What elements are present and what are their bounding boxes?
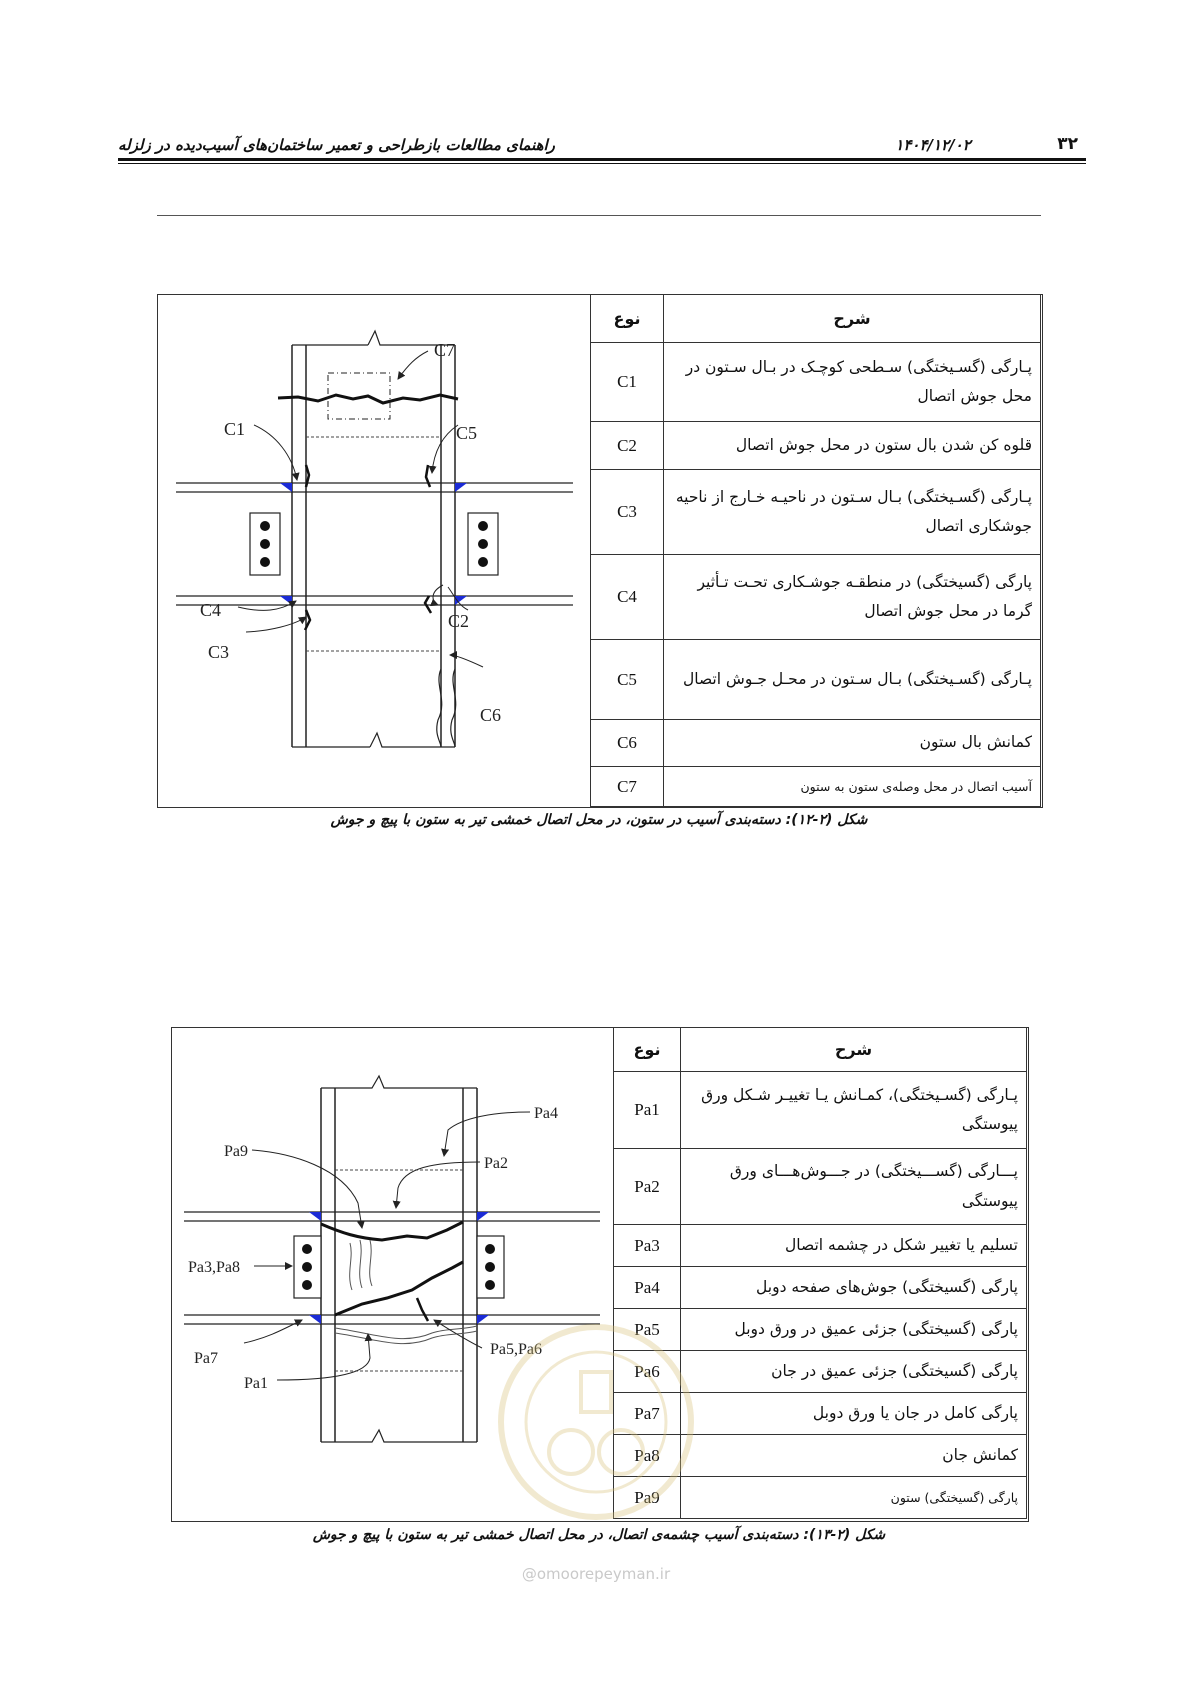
table-header-type: نوع [614,1028,681,1072]
figure-1-table [590,294,1041,807]
table-row [591,422,1041,470]
table-row [591,767,1041,807]
separator-line [157,215,1041,216]
header-rule [118,158,1086,161]
label-c6: C6 [480,705,502,725]
table-row [614,1267,1027,1309]
row-code: C6 [591,720,664,767]
row-code: Pa2 [614,1149,681,1225]
figure-1-caption: شکل (۲-۱۲): دسته‌بندی آسیب در ستون، در محل اتصال خمشی تیر به ستون با پیچ و جوش [330,812,868,828]
row-description: پـارگی (گسـیختگی) بـال سـتون در ناحیـه خـارج از ناحیه جوشکاری اتصال [664,470,1041,555]
label-pa3-pa8: Pa3,Pa8 [188,1259,240,1276]
row-code: Pa8 [614,1435,681,1477]
row-description: پارگی (گسیختگی) ستون [681,1477,1027,1519]
label-pa7: Pa7 [194,1350,218,1367]
page-number: ۳۲ [1057,134,1078,154]
table-row [591,343,1041,422]
table-header-description: شرح [664,295,1041,343]
row-description: قلوه کن شدن بال ستون در محل جوش اتصال [664,422,1041,470]
row-code: Pa6 [614,1351,681,1393]
row-description: پـارگی (گسـیختگی) سـطحی کوچـک در بـال سـتون در محل جوش اتصال [664,343,1041,422]
watermark-seal-icon [486,1312,706,1532]
row-description: تسلیم یا تغییر شکل در چشمه اتصال [681,1225,1027,1267]
row-description: پـارگی (گسـیختگی) بـال سـتون در محـل جـوش اتصال [664,640,1041,720]
table-row [614,1149,1027,1225]
row-code: Pa9 [614,1477,681,1519]
table-row [614,1225,1027,1267]
row-code: Pa4 [614,1267,681,1309]
row-code: C2 [591,422,664,470]
label-pa9: Pa9 [224,1143,248,1160]
row-description: آسیب اتصال در محل وصله‌ی ستون به ستون [664,767,1041,807]
row-code: C1 [591,343,664,422]
table-header-description: شرح [681,1028,1027,1072]
label-c5: C5 [456,423,478,443]
row-code: C7 [591,767,664,807]
row-description: پـــارگی (گســـیختگی) در جـــوش‌هـــای ورق پیوستگی [681,1149,1027,1225]
column-damage-diagram [158,295,588,807]
label-c2: C2 [448,611,470,631]
row-code: Pa7 [614,1393,681,1435]
row-code: Pa1 [614,1072,681,1149]
label-c1: C1 [224,419,246,439]
label-pa2: Pa2 [484,1155,508,1172]
label-c4: C4 [200,600,222,620]
row-description: پارگی (گسیختگی) جزئی عمیق در ورق دوبل [681,1309,1027,1351]
table-header-type: نوع [591,295,664,343]
header-rule-thin [118,163,1086,164]
table-row [591,470,1041,555]
label-pa5-pa6: Pa5,Pa6 [490,1341,542,1358]
table-row [591,720,1041,767]
row-description: کمانش جان [681,1435,1027,1477]
page-header [118,128,1086,158]
header-title: راهنمای مطالعات بازطراحی و تعمیر ساختمان‌های آسیب‌دیده در زلزله [118,136,555,154]
table-row [591,640,1041,720]
watermark-text: @omoorepeyman.ir [521,1565,671,1583]
label-c7: C7 [434,340,456,360]
row-code: C5 [591,640,664,720]
header-date: ۱۴۰۴/۱۲/۰۲ [895,136,971,154]
row-code: Pa3 [614,1225,681,1267]
row-description: پـارگی (گسـیختگی)، کمـانش یـا تغییـر شـکل ورق پیوستگی [681,1072,1027,1149]
label-c3: C3 [208,642,230,662]
table-row [591,555,1041,640]
table-row [614,1072,1027,1149]
row-description: کمانش بال ستون [664,720,1041,767]
label-pa1: Pa1 [244,1375,268,1392]
figure-2-caption: شکل (۲-۱۳): دسته‌بندی آسیب چشمه‌ی اتصال، در محل اتصال خمشی تیر به ستون با پیچ و جوش [312,1527,886,1543]
row-code: Pa5 [614,1309,681,1351]
row-description: پارگی کامل در جان یا ورق دوبل [681,1393,1027,1435]
row-description: پارگی (گسیختگی) جوش‌های صفحه دوبل [681,1267,1027,1309]
row-description: پارگی (گسیختگی) جزئی عمیق در جان [681,1351,1027,1393]
row-code: C3 [591,470,664,555]
label-pa4: Pa4 [534,1105,558,1122]
row-description: پارگی (گسیختگی) در منطقـه جوشـکاری تحـت تـأثیر گرما در محل جوش اتصال [664,555,1041,640]
row-code: C4 [591,555,664,640]
